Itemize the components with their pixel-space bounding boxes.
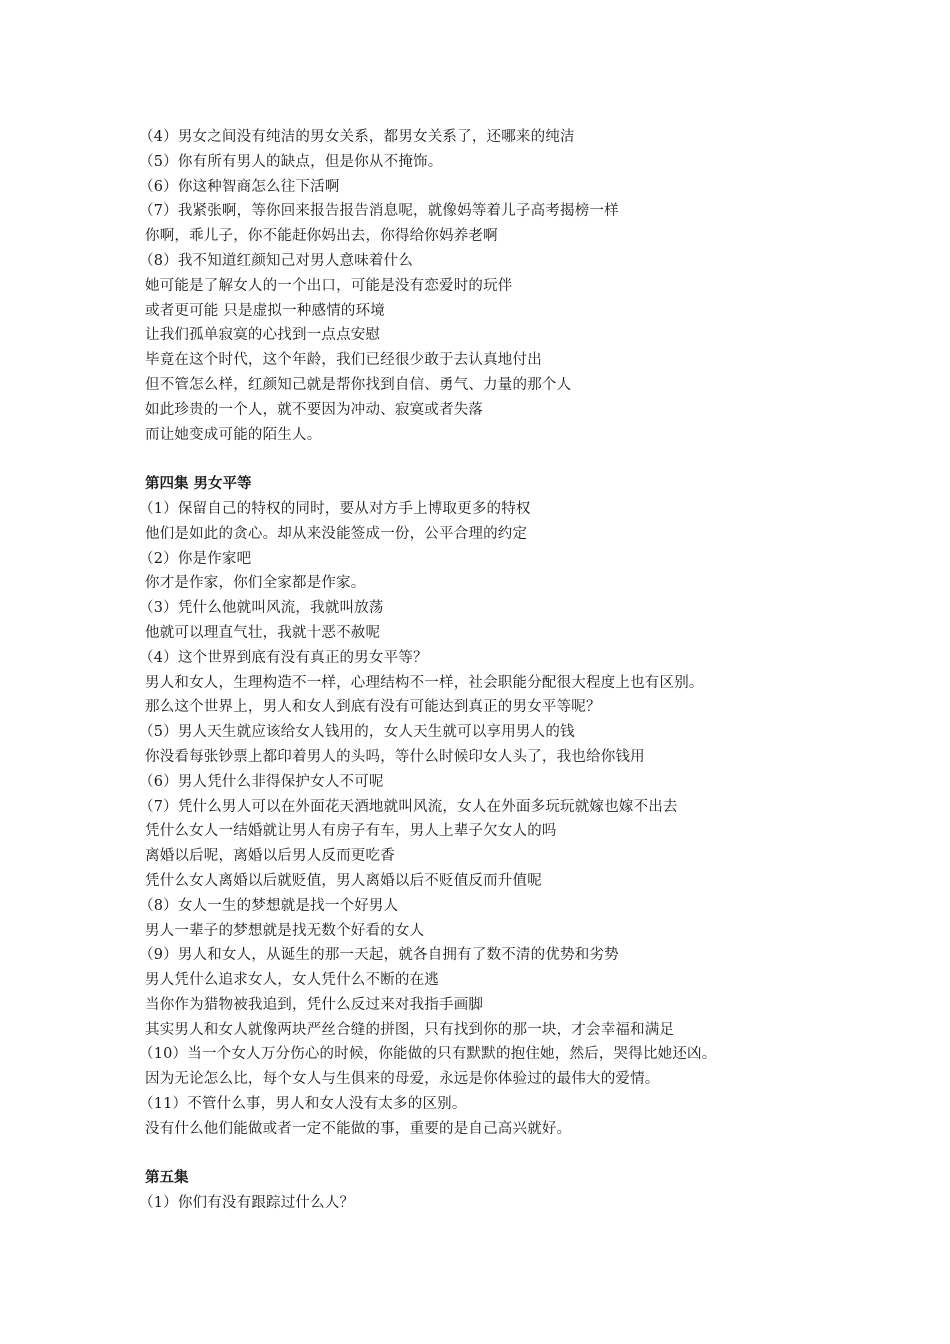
text-line: 他就可以理直气壮，我就十恶不赦呢 bbox=[145, 624, 381, 641]
text-line: 其实男人和女人就像两块严丝合缝的拼图，只有找到你的那一块，才会幸福和满足 bbox=[145, 1021, 675, 1038]
text-line: 凭什么女人离婚以后就贬值，男人离婚以后不贬值反而升值呢 bbox=[145, 872, 542, 889]
text-line: （4）男女之间没有纯洁的男女关系，都男女关系了，还哪来的纯洁 bbox=[139, 129, 575, 145]
text-line: 离婚以后呢，离婚以后男人反而更吃香 bbox=[145, 848, 395, 865]
text-line: 而让她变成可能的陌生人。 bbox=[145, 426, 322, 443]
text-line: （7）凭什么男人可以在外面花天酒地就叫风流，女人在外面多玩玩就嫁也嫁不出去 bbox=[139, 798, 678, 815]
text-line: 或者更可能 只是虚拟一种感情的环境 bbox=[145, 302, 386, 319]
text-line: 那么这个世界上，男人和女人到底有没有可能达到真正的男女平等呢？ bbox=[145, 699, 601, 716]
text-line: 他们是如此的贪心。却从来没能签成一份，公平合理的约定 bbox=[145, 525, 528, 542]
text-line: （7）我紧张啊，等你回来报告报告消息呢，就像妈等着儿子高考揭榜一样 bbox=[139, 203, 619, 220]
text-line: 但不管怎么样，红颜知己就是帮你找到自信、勇气、力量的那个人 bbox=[145, 376, 572, 393]
section-spacer bbox=[145, 447, 845, 472]
document-body bbox=[139, 125, 845, 1216]
text-line: （2）你是作家吧 bbox=[139, 550, 252, 567]
text-line: 让我们孤单寂寞的心找到一点点安慰 bbox=[145, 327, 381, 344]
text-line: （8）女人一生的梦想就是找一个好男人 bbox=[139, 897, 399, 914]
text-line: 没有什么他们能做或者一定不能做的事，重要的是自己高兴就好。 bbox=[145, 1120, 572, 1137]
text-line: （6）男人凭什么非得保护女人不可呢 bbox=[139, 773, 384, 790]
text-line: （1）保留自己的特权的同时，要从对方手上博取更多的特权 bbox=[139, 500, 531, 517]
text-line: 凭什么女人一结婚就让男人有房子有车，男人上辈子欠女人的吗 bbox=[145, 823, 557, 840]
text-line: （10）当一个女人万分伤心的时候，你能做的只有默默的抱住她，然后，哭得比她还凶。 bbox=[139, 1046, 717, 1063]
text-line: （11）不管什么事，男人和女人没有太多的区别。 bbox=[139, 1096, 467, 1113]
section-episode-5 bbox=[139, 1166, 845, 1216]
text-line: （4）这个世界到底有没有真正的男女平等？ bbox=[139, 649, 428, 666]
text-line: 男人一辈子的梦想就是找无数个好看的女人 bbox=[145, 922, 425, 939]
text-line: 男人和女人，生理构造不一样，心理结构不一样，社会职能分配很大程度上也有区别。 bbox=[145, 674, 704, 691]
text-line: 她可能是了解女人的一个出口，可能是没有恋爱时的玩伴 bbox=[145, 277, 513, 294]
text-line: 你没看每张钞票上都印着男人的头吗，等什么时候印女人头了，我也给你钱用 bbox=[145, 748, 645, 765]
text-line: （5）你有所有男人的缺点，但是你从不掩饰。 bbox=[139, 153, 443, 170]
section-episode-4 bbox=[139, 472, 845, 1142]
text-line: 男人凭什么追求女人，女人凭什么不断的在逃 bbox=[145, 972, 439, 989]
section-heading: 第四集 男女平等 bbox=[145, 476, 252, 493]
text-line: （5）男人天生就应该给女人钱用的，女人天生就可以享用男人的钱 bbox=[139, 724, 575, 741]
section-spacer bbox=[145, 1142, 845, 1167]
text-line: （1）你们有没有跟踪过什么人？ bbox=[139, 1195, 355, 1212]
section-previous bbox=[139, 125, 845, 447]
section-heading: 第五集 bbox=[145, 1170, 189, 1187]
text-line: （8）我不知道红颜知己对男人意味着什么 bbox=[139, 252, 414, 269]
text-line: 毕竟在这个时代，这个年龄，我们已经很少敢于去认真地付出 bbox=[145, 352, 542, 369]
text-line: 如此珍贵的一个人，就不要因为冲动、寂寞或者失落 bbox=[145, 401, 484, 418]
text-line: 当你作为猎物被我追到，凭什么反过来对我指手画脚 bbox=[145, 996, 484, 1013]
text-line: （6）你这种智商怎么往下活啊 bbox=[139, 178, 340, 195]
text-line: （9）男人和女人，从诞生的那一天起，就各自拥有了数不清的优势和劣势 bbox=[139, 947, 619, 964]
text-line: （3）凭什么他就叫风流，我就叫放荡 bbox=[139, 600, 384, 617]
text-line: 因为无论怎么比，每个女人与生俱来的母爱，永远是你体验过的最伟大的爱情。 bbox=[145, 1071, 660, 1088]
text-line: 你啊，乖儿子，你不能赶你妈出去，你得给你妈养老啊 bbox=[145, 228, 498, 245]
text-line: 你才是作家，你们全家都是作家。 bbox=[145, 575, 366, 592]
